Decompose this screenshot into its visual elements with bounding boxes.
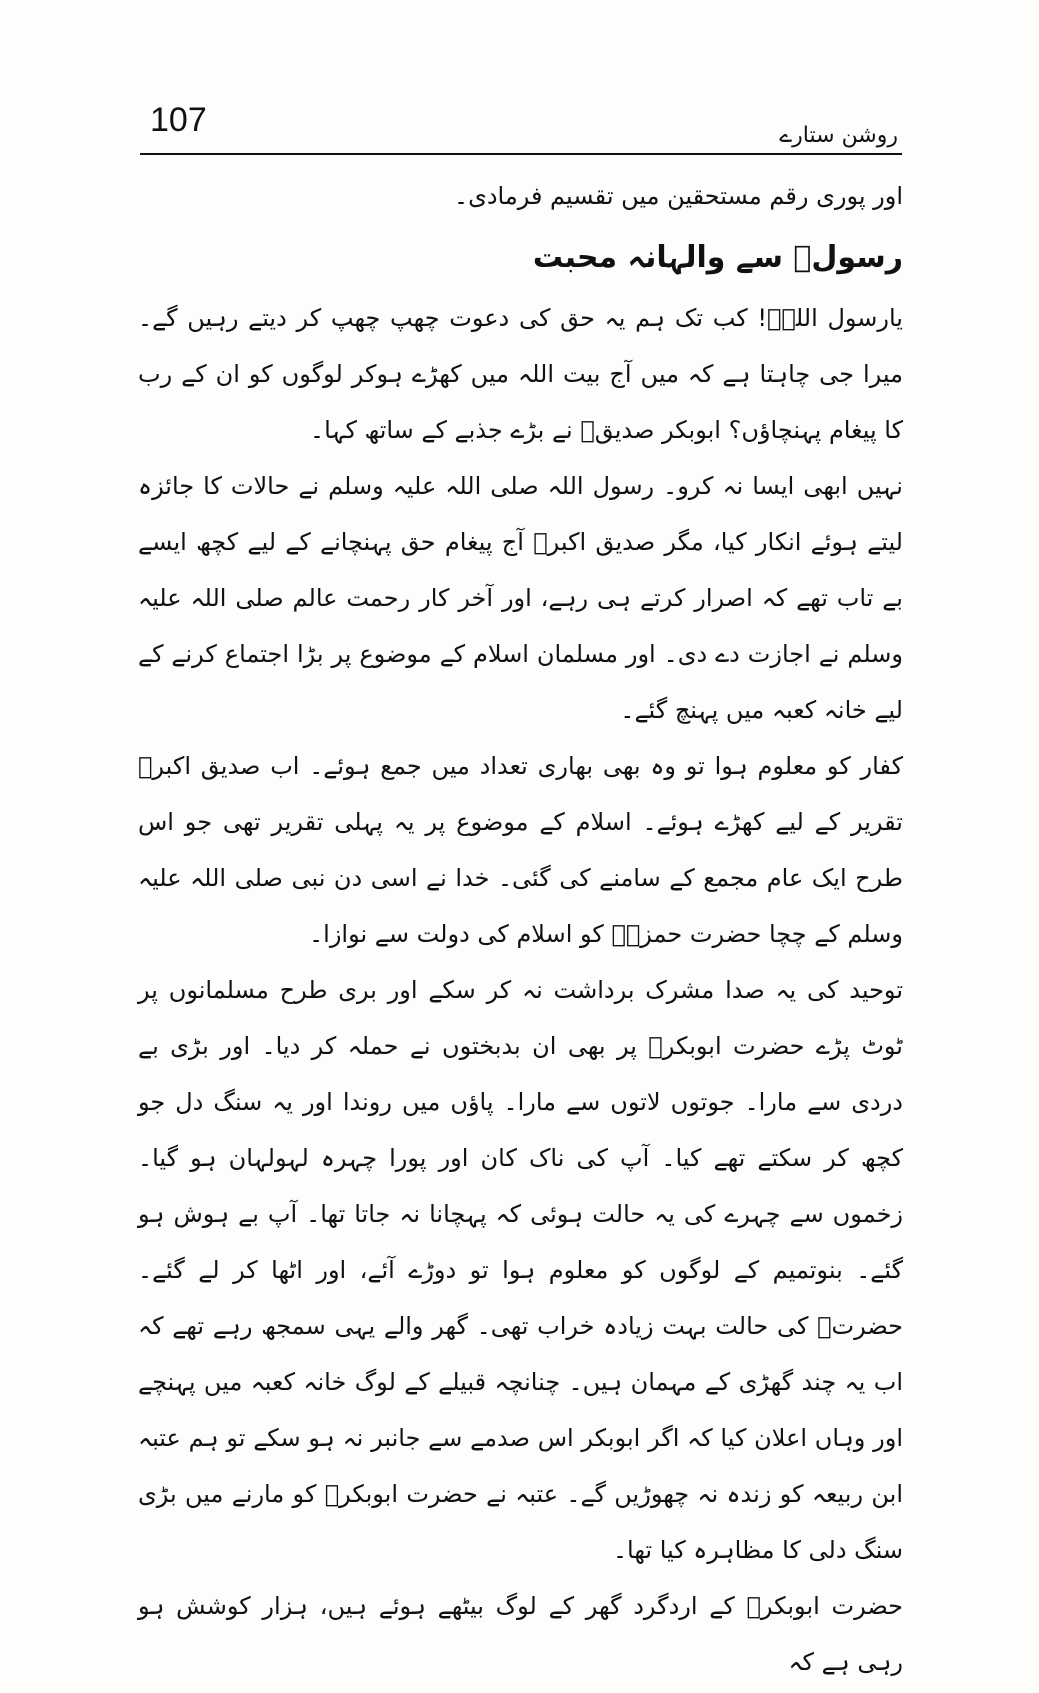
header-divider [140, 153, 902, 155]
paragraph: توحید کی یہ صدا مشرک برداشت نہ کر سکے اور بری طرح مسلمانوں پر ٹوٹ پڑے حضرت ابوبکرؓ پر بھی ان بدبختوں نے حملہ کر دیا۔ اور بڑی بے دردی سے مارا۔ جوتوں لاتوں سے مارا۔ پاؤں میں روندا اور یہ سنگ دل جو کچھ کر سکتے تھے کیا۔ آپ کی ناک کان اور پورا چہرہ لہولہان ہو گیا۔ زخموں سے چہرے کی یہ حالت ہوئی کہ پہچانا نہ جاتا تھا۔ آپ بے ہوش ہو گئے۔ بنوتمیم کے لوگوں کو معلوم ہوا تو دوڑے آئے، اور اٹھا کر لے گئے۔ حضرتؓ کی حالت بہت زیادہ خراب تھی۔ گھر والے یہی سمجھ رہے تھے کہ اب یہ چند گھڑی کے مہمان ہیں۔ چنانچہ قبیلے کے لوگ خانہ کعبہ میں پہنچے اور وہاں اعلان کیا کہ اگر ابوبکر اس صدمے سے جانبر نہ ہو سکے تو ہم عتبہ ابن ربیعہ کو زندہ نہ چھوڑیں گے۔ عتبہ نے حضرت ابوبکرؓ کو مارنے میں بڑی سنگ دلی کا مظاہرہ کیا تھا۔ [138, 976, 903, 1564]
section-heading: رسولؐ سے والہانہ محبت [532, 240, 903, 275]
book-title: روشن ستارے [779, 123, 898, 148]
paragraph: کفار کو معلوم ہوا تو وہ بھی بھاری تعداد میں جمع ہوئے۔ اب صدیق اکبرؓ تقریر کے لیے کھڑے ہوئے۔ اسلام کے موضوع پر یہ پہلی تقریر تھی جو اس طرح ایک عام مجمع کے سامنے کی گئی۔ خدا نے اسی دن نبی صلی اللہ علیہ وسلم کے چچا حضرت حمزہؓ کو اسلام کی دولت سے نوازا۔ [138, 752, 903, 948]
paragraph: نہیں ابھی ایسا نہ کرو۔ رسول اللہ صلی اللہ علیہ وسلم نے حالات کا جائزہ لیتے ہوئے انکار کیا، مگر صدیق اکبرؓ آج پیغام حق پہنچانے کے لیے کچھ ایسے بے تاب تھے کہ اصرار کرتے ہی رہے، اور آخر کار رحمت عالم صلی اللہ علیہ وسلم نے اجازت دے دی۔ اور مسلمان اسلام کے موضوع پر بڑا اجتماع کرنے کے لیے خانہ کعبہ میں پہنچ گئے۔ [138, 472, 903, 724]
page-body [138, 168, 903, 1690]
paragraph: حضرت ابوبکرؓ کے اردگرد گھر کے لوگ بیٹھے ہوئے ہیں، ہزار کوشش ہو رہی ہے کہ [138, 1592, 903, 1676]
paragraph: یارسول اللہؐ! کب تک ہم یہ حق کی دعوت چھپ چھپ کر دیتے رہیں گے۔ میرا جی چاہتا ہے کہ میں آج بیت اللہ میں کھڑے ہوکر لوگوں کو ان کے رب کا پیغام پہنچاؤں؟ ابوبکر صدیقؓ نے بڑے جذبے کے ساتھ کہا۔ [138, 304, 903, 444]
opening-line: اور پوری رقم مستحقین میں تقسیم فرمادی۔ [454, 182, 903, 210]
page-number: 107 [150, 101, 207, 139]
page-header [140, 95, 900, 155]
